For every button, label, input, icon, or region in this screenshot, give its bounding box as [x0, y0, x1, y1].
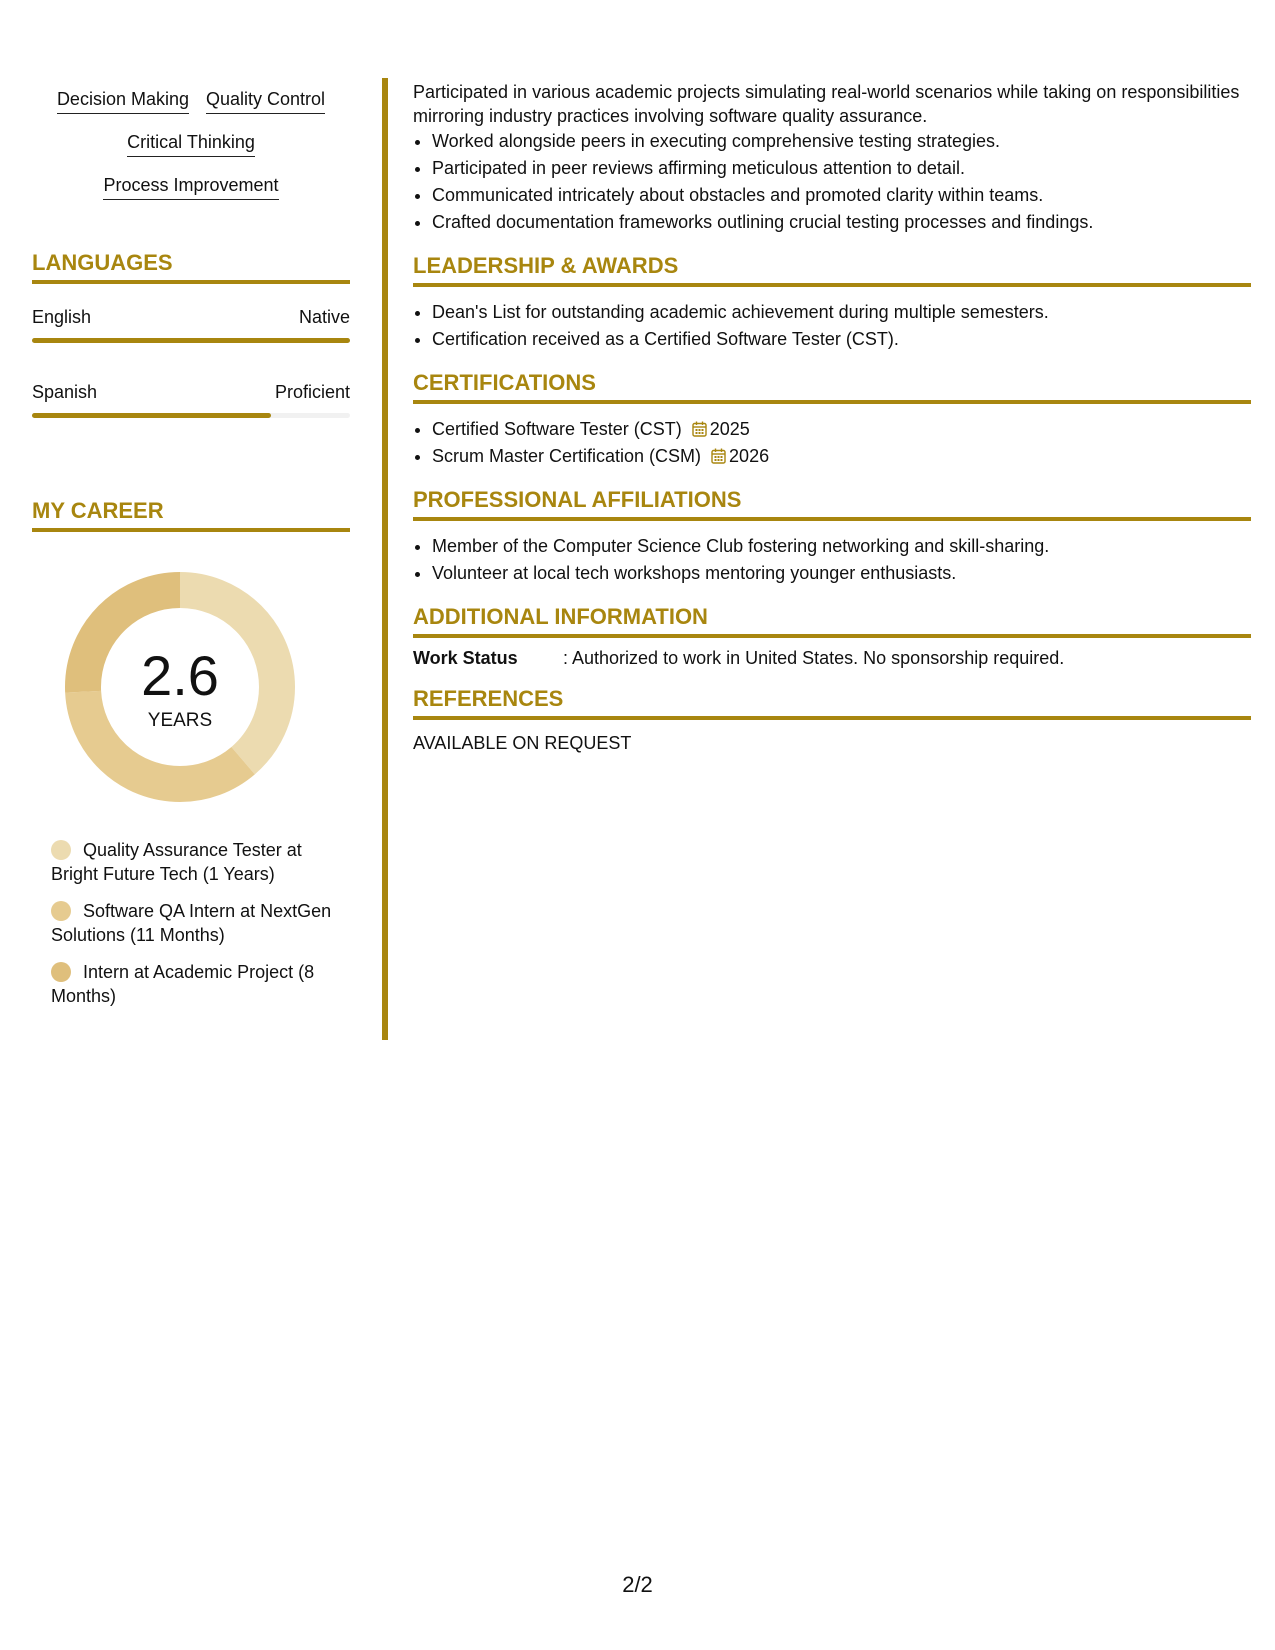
- certifications-title: CERTIFICATIONS: [413, 370, 1251, 404]
- certifications-section: [413, 370, 1251, 470]
- additional-info-section: [413, 604, 1251, 669]
- bullet-item: • Crafted documentation frameworks outlining crucial testing processes and findings.: [432, 209, 1251, 236]
- certification-year: 2025: [709, 419, 750, 439]
- bullet-item: • Participated in peer reviews affirming meticulous attention to detail.: [432, 155, 1251, 182]
- affiliations-section: [413, 487, 1251, 587]
- language-bar: [32, 338, 350, 343]
- project-description: Participated in various academic projects simulating real-world scenarios while taking on responsibilities mirroring industry practices involving software quality assurance.: [413, 82, 1240, 126]
- certification-item: [432, 443, 1251, 470]
- languages-section: [32, 250, 350, 418]
- language-item: [32, 306, 350, 343]
- certification-name: Scrum Master Certification (CSM): [432, 446, 702, 466]
- language-bar-fill: [32, 338, 350, 343]
- bullet-item: • Dean's List for outstanding academic achievement during multiple semesters.: [432, 299, 1251, 326]
- legend-label: Intern at Academic Project (8 Months): [51, 962, 315, 1006]
- skill-tag: Critical Thinking: [127, 131, 255, 157]
- languages-title: LANGUAGES: [32, 250, 350, 284]
- leadership-bullets: [413, 299, 1251, 353]
- skill-tag: Process Improvement: [103, 174, 278, 200]
- legend-item: [51, 838, 336, 886]
- legend-item: [51, 960, 336, 1008]
- affiliations-title: PROFESSIONAL AFFILIATIONS: [413, 487, 1251, 521]
- certification-year: 2026: [729, 446, 770, 466]
- career-donut-chart: [65, 572, 295, 802]
- legend-item: [51, 899, 336, 947]
- language-name: Spanish: [32, 382, 98, 402]
- career-section: [32, 498, 350, 1008]
- bullet-item: • Worked alongside peers in executing comprehensive testing strategies.: [432, 128, 1251, 155]
- career-legend: [51, 838, 336, 1008]
- work-status-value: : Authorized to work in United States. No sponsorship required.: [563, 648, 1065, 668]
- references-text: AVAILABLE ON REQUEST: [413, 733, 632, 753]
- certification-name: Certified Software Tester (CST): [432, 419, 682, 439]
- skills-list: [32, 76, 350, 200]
- project-section: [413, 80, 1251, 236]
- legend-label: Quality Assurance Tester at Bright Future Tech (1 Years): [51, 840, 302, 884]
- bullet-item: • Communicated intricately about obstacles and promoted clarity within teams.: [432, 182, 1251, 209]
- additional-info-title: ADDITIONAL INFORMATION: [413, 604, 1251, 638]
- references-title: REFERENCES: [413, 686, 1251, 720]
- language-name: English: [32, 307, 92, 327]
- legend-dot: [51, 901, 71, 921]
- career-total-years: 2.6: [141, 644, 219, 707]
- project-bullets: [413, 128, 1251, 236]
- page-number: 2/2: [622, 1572, 653, 1597]
- work-status-label: Work Status: [413, 648, 518, 668]
- calendar-icon: [711, 448, 726, 464]
- legend-dot: [51, 962, 71, 982]
- right-column: [413, 80, 1251, 754]
- affiliations-bullets: [413, 533, 1251, 587]
- career-years-label: YEARS: [147, 710, 213, 731]
- work-status-row: [413, 647, 1251, 669]
- certifications-list: [413, 416, 1251, 470]
- leadership-title: LEADERSHIP & AWARDS: [413, 253, 1251, 287]
- language-level: Proficient: [274, 382, 350, 402]
- skill-tag: Quality Control: [206, 88, 325, 114]
- certification-item: [432, 416, 1251, 443]
- language-level: Native: [298, 307, 350, 327]
- calendar-icon: [692, 421, 707, 437]
- references-section: [413, 686, 1251, 754]
- left-column: [32, 76, 350, 1021]
- bullet-item: • Member of the Computer Science Club fostering networking and skill-sharing.: [432, 533, 1251, 560]
- bullet-item: • Volunteer at local tech workshops mentoring younger enthusiasts.: [432, 560, 1251, 587]
- career-title: MY CAREER: [32, 498, 350, 532]
- language-item: [32, 381, 350, 418]
- legend-dot: [51, 840, 71, 860]
- bullet-item: • Certification received as a Certified Software Tester (CST).: [432, 326, 1251, 353]
- legend-label: Software QA Intern at NextGen Solutions (11 Months): [51, 901, 332, 945]
- skill-tag: Decision Making: [57, 88, 189, 114]
- leadership-section: [413, 253, 1251, 353]
- language-bar-fill: [32, 413, 271, 418]
- language-bar: [32, 413, 350, 418]
- column-divider: [382, 78, 388, 1040]
